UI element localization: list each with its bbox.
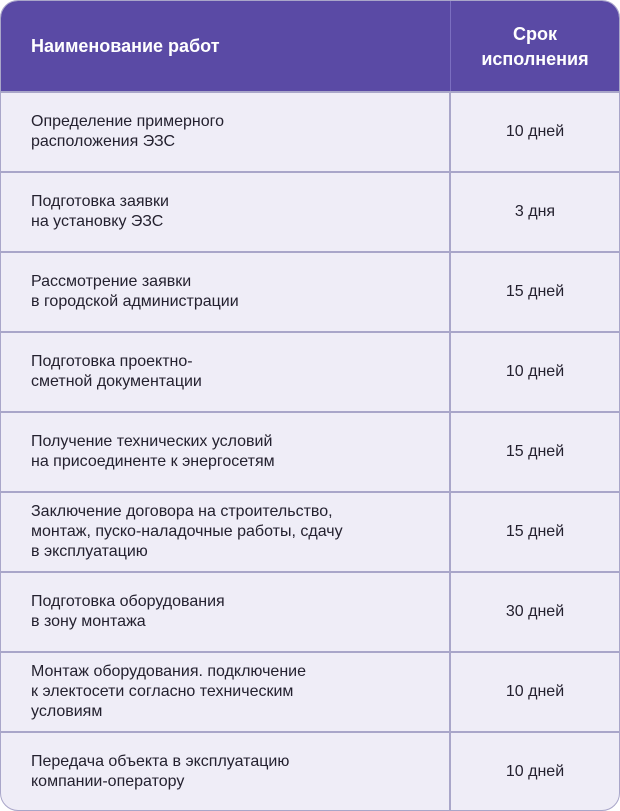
work-term-cell: 10 дней <box>505 683 565 700</box>
table-row <box>1 651 619 731</box>
work-term-cell: 3 дня <box>514 203 556 220</box>
table-row <box>1 171 619 251</box>
work-name-cell: Заключение договора на строительство, монтаж, пуско-наладочные работы, сдачу в эксплуатацию <box>1 493 451 571</box>
table-row <box>1 571 619 651</box>
table-row <box>1 411 619 491</box>
work-name-cell: Передача объекта в эксплуатацию компании-оператору <box>1 733 451 811</box>
work-name-cell: Монтаж оборудования. подключение к электосети согласно техническим условиям <box>1 653 451 731</box>
table-header <box>1 1 619 91</box>
work-name-cell: Рассмотрение заявки в городской администрации <box>1 253 451 331</box>
table-row <box>1 91 619 171</box>
work-term-cell: 10 дней <box>505 123 565 140</box>
table-row <box>1 491 619 571</box>
table-row <box>1 731 619 811</box>
header-works-name: Наименование работ <box>1 1 451 91</box>
work-name-cell: Получение технических условий на присоединенте к энергосетям <box>1 413 451 491</box>
header-term <box>451 1 619 91</box>
table-row <box>1 251 619 331</box>
work-name-cell: Подготовка заявки на установку ЭЗС <box>1 173 451 251</box>
work-name-cell: Подготовка проектно- сметной документации <box>1 333 451 411</box>
work-term-cell: 10 дней <box>505 763 565 780</box>
work-term-cell: 10 дней <box>505 363 565 380</box>
work-term-cell: 15 дней <box>505 443 565 460</box>
header-term-line2: исполнения <box>481 49 589 69</box>
table-row <box>1 331 619 411</box>
header-term-line1: Срок <box>512 24 557 44</box>
work-term-cell: 15 дней <box>505 523 565 540</box>
work-term-cell: 30 дней <box>505 603 565 620</box>
work-term-cell: 15 дней <box>505 283 565 300</box>
work-name-cell: Определение примерного расположения ЭЗС <box>1 93 451 171</box>
work-name-cell: Подготовка оборудования в зону монтажа <box>1 573 451 651</box>
